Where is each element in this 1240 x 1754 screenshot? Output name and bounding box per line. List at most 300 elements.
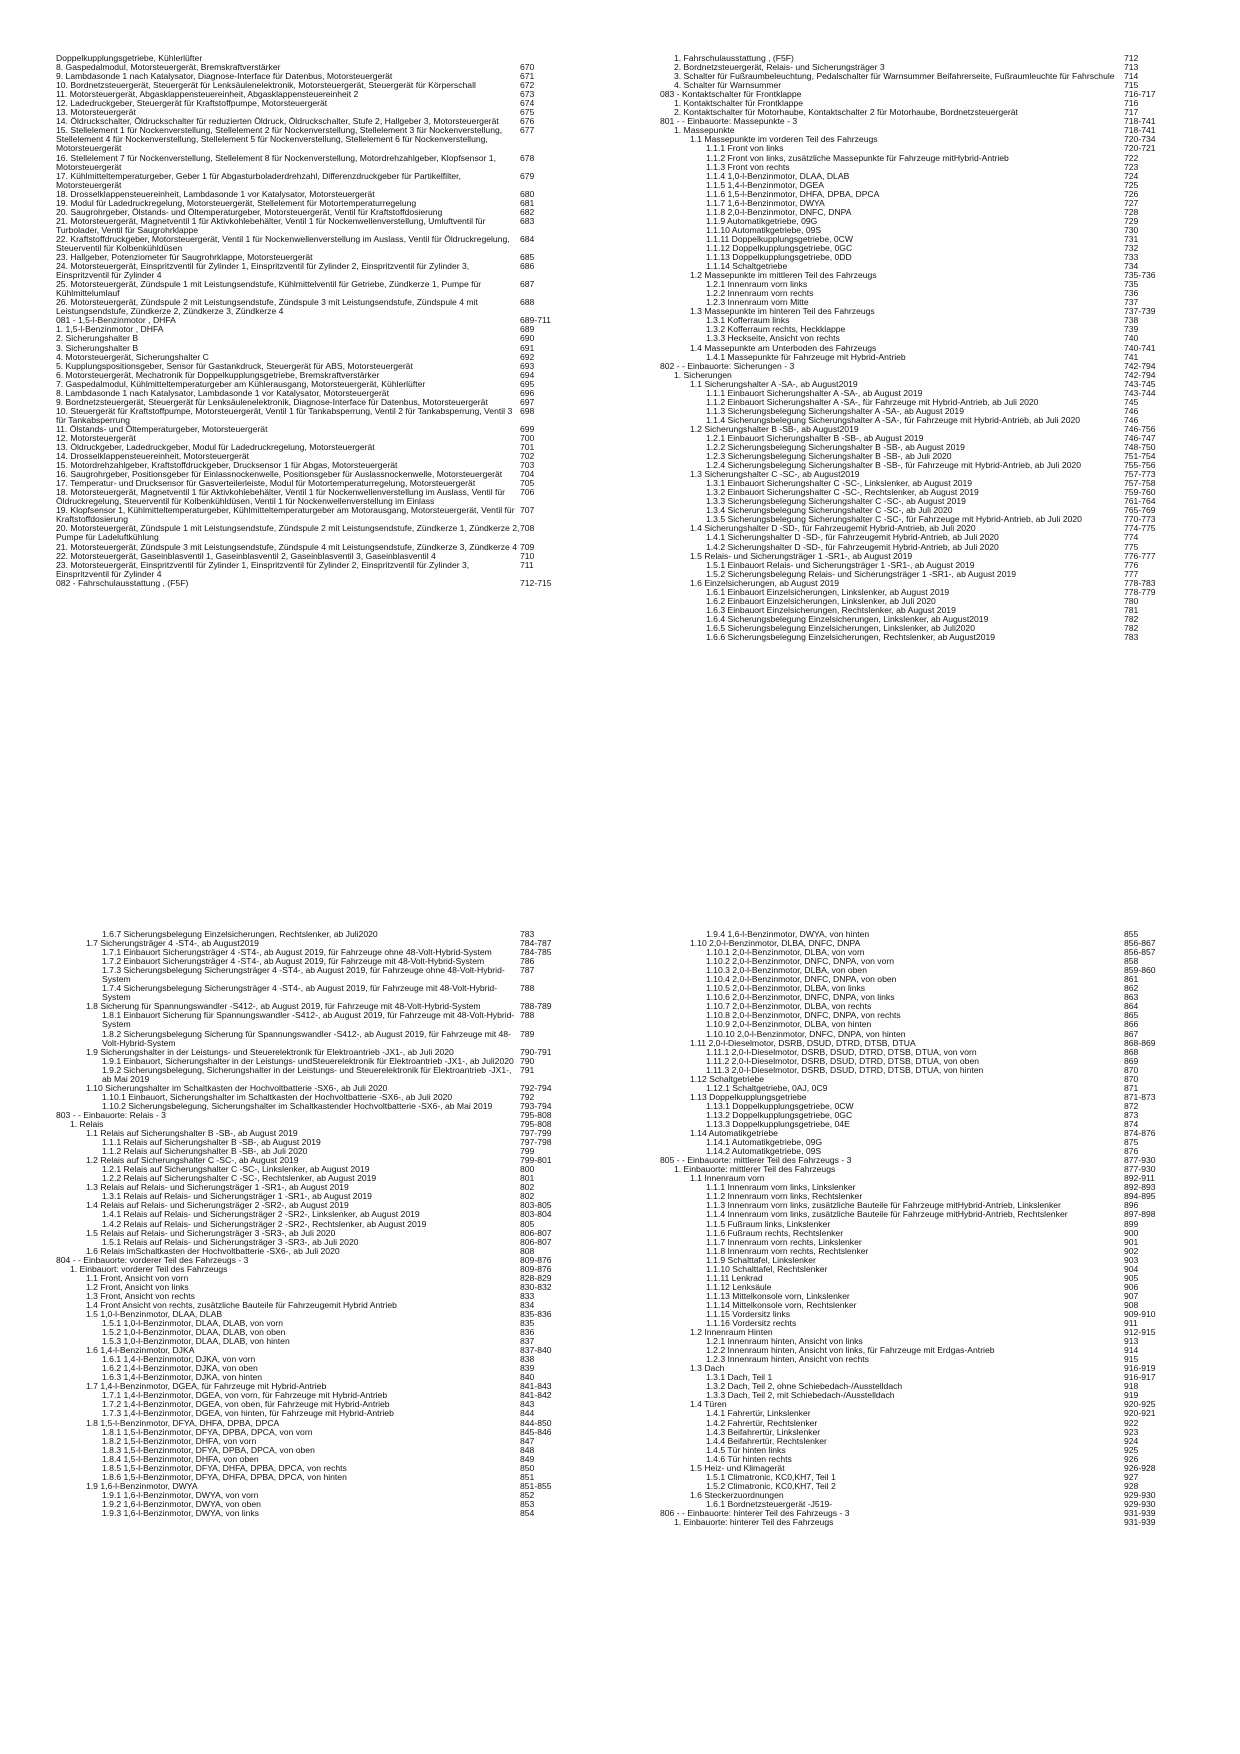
toc-entry-title: 2. Sicherungshalter B: [56, 333, 139, 344]
toc-entry-title: 1.1.10 Schalttafel, Rechtslenker: [706, 1263, 828, 1274]
toc-entry: [56, 1030, 576, 1048]
toc-entry-page: 707: [520, 505, 535, 516]
toc-entry-page: 743-744: [1124, 387, 1156, 398]
toc-entry-title: 1.11.2 2,0-l-Dieselmotor, DSRB, DSUD, DTRD, DTSB, DTUA, von oben: [706, 1055, 980, 1066]
toc-entry-page: 915: [1124, 1354, 1139, 1365]
toc-entry-page: 931-939: [1124, 1508, 1156, 1518]
toc-entry-title: 1.9.1 Einbauort, Sicherungshalter in der Leistungs- undSteuerelektronik für Elektroantrieb -JX1-, ab Juli2020: [102, 1055, 514, 1066]
toc-entry-page: 693: [520, 360, 535, 371]
toc-entry: [660, 1518, 1180, 1527]
toc-entry: [660, 117, 1180, 126]
toc-entry-title: 1.6.2 Einbauort Einzelsicherungen, Linkslenker, ab Juli 2020: [706, 595, 936, 606]
toc-entry-title: 1.3.4 Sicherungsbelegung Sicherungshalter C -SC-, ab Juli 2020: [706, 505, 953, 516]
toc-entry-page: 746-756: [1124, 423, 1156, 434]
toc-entry-page: 716: [1124, 98, 1139, 109]
toc-entry-title: 1.5 1,0-l-Benzinmotor, DLAA, DLAB: [86, 1308, 223, 1319]
toc-entry-page: 740-741: [1124, 342, 1156, 353]
toc-entry-page: 739: [1124, 324, 1139, 335]
toc-entry-page: 684: [520, 233, 535, 244]
toc-entry-title: 1.6.7 Sicherungsbelegung Einzelsicherungen, Rechtslenker, ab Juli2020: [102, 929, 378, 939]
toc-entry-title: 21. Motorsteuergerät, Magnetventil 1 für Aktivkohlebehälter, Ventil 1 für Nockenwellenverstellung, Umluftventil für Turbolader, Ventil für Saugrohrklappe: [56, 215, 486, 235]
toc-entry-page: 920-925: [1124, 1399, 1156, 1410]
toc-entry-title: 1.9.4 1,6-l-Benzinmotor, DWYA, von hinten: [706, 929, 870, 939]
toc-entry-title: 1.6.3 1,4-l-Benzinmotor, DJKA, von hinten: [102, 1372, 263, 1383]
toc-entry-page: 908: [1124, 1299, 1139, 1310]
toc-entry-page: 734: [1124, 261, 1139, 272]
toc-entry-title: 1.2.3 Innenraum hinten, Ansicht von rechts: [706, 1354, 869, 1365]
toc-entry-title: 1.5.1 Relais auf Relais- und Sicherungsträger 3 -SR3-, ab Juli 2020: [102, 1236, 359, 1247]
toc-entry-page: 830-832: [520, 1281, 552, 1292]
toc-entry-title: 1.1.1 Front von links: [706, 143, 784, 154]
toc-entry-page: 905: [1124, 1272, 1139, 1283]
toc-entry: [56, 407, 576, 425]
toc-entry-title: 1.8 1,5-l-Benzinmotor, DFYA, DHFA, DPBA, DPCA: [86, 1417, 280, 1428]
toc-entry-title: 1.10.3 2,0-l-Benzinmotor, DLBA, von oben: [706, 965, 867, 976]
toc-entry-title: 12. Ladedruckgeber, Steuergerät für Kraftstoffpumpe, Motorsteuergerät: [56, 98, 328, 109]
toc-entry-page: 802: [520, 1191, 535, 1202]
toc-entry-title: 1.4.4 Beifahrertür, Rechtslenker: [706, 1435, 827, 1446]
toc-entry-page: 720-734: [1124, 134, 1156, 145]
toc-entry-title: 1.10.6 2,0-l-Benzinmotor, DNFC, DNPA, von links: [706, 992, 895, 1003]
toc-entry-title: 1.12.1 Schaltgetriebe, 0AJ, 0C9: [706, 1082, 828, 1093]
toc-entry-page: 711: [520, 559, 534, 570]
toc-entry-title: 081 - 1,5-l-Benzinmotor , DHFA: [56, 315, 176, 326]
toc-entry-page: 725: [1124, 179, 1139, 190]
toc-entry-title: 16. Saugrohrgeber, Positionsgeber für Einlassnockenwelle, Positionsgeber für Auslassnockenwelle, Motorsteuergerät: [56, 469, 503, 480]
toc-entry-title: 1. Relais: [70, 1118, 104, 1129]
toc-entry-title: 1. Sicherungen: [674, 369, 732, 380]
toc-entry-page: 859-860: [1124, 965, 1156, 976]
toc-entry-title: 805 - - Einbauorte: mittlerer Teil des Fahrzeugs - 3: [660, 1155, 852, 1166]
toc-entry-title: 1.6 1,4-l-Benzinmotor, DJKA: [86, 1345, 195, 1356]
toc-entry-page: 770-773: [1124, 514, 1156, 525]
toc-entry-title: 1.4.3 Beifahrertür, Linkslenker: [706, 1426, 821, 1437]
toc-entry-title: 1. Massepunkte: [674, 125, 735, 136]
toc-entry-title: 7. Gaspedalmodul, Kühlmitteltemperaturgeber am Kühlerausgang, Motorsteuergerät, Kühlerlüfter: [56, 378, 426, 389]
toc-entry-page: 698: [520, 405, 535, 416]
toc-entry-page: 671: [520, 71, 535, 82]
toc-entry-title: 1.14.1 Automatikgetriebe, 09G: [706, 1137, 823, 1148]
toc-entry-title: 1.1.3 Front von rechts: [706, 161, 790, 172]
toc-entry-page: 806-807: [520, 1236, 552, 1247]
toc-entry-page: 743-745: [1124, 378, 1156, 389]
toc-entry: [660, 362, 1180, 371]
toc-entry-page: 799-801: [520, 1155, 552, 1166]
toc-entry-title: 1.1.10 Automatikgetriebe, 09S: [706, 224, 822, 235]
toc-entry-title: 1.11.1 2,0-l-Dieselmotor, DSRB, DSUD, DTRD, DTSB, DTUA, von vorn: [706, 1046, 977, 1057]
toc-entry-title: 1.10.1 Einbauort, Sicherungshalter im Schaltkasten der Hochvoltbatterie -SX6-, ab Juli 2020: [102, 1091, 453, 1102]
toc-entry-title: 1.2 Massepunkte im mittleren Teil des Fahrzeugs: [690, 270, 877, 281]
toc-entry-page: 858: [1124, 956, 1139, 967]
toc-entry-page: 783: [520, 929, 535, 939]
toc-entry-page: 780: [1124, 595, 1139, 606]
toc-entry-title: 17. Temperatur- und Drucksensor für Gasverteilerleiste, Modul für Motortemperaturregelung, Motorsteuergerät: [56, 478, 476, 489]
toc-entry-page: 732: [1124, 242, 1139, 253]
toc-entry-page: 733: [1124, 252, 1139, 263]
toc-entry-page: 845-846: [520, 1426, 552, 1437]
toc-entry: [56, 966, 576, 984]
toc-entry-title: 1.3.2 Kofferraum rechts, Heckklappe: [706, 324, 846, 335]
toc-entry-page: 792-794: [520, 1082, 552, 1093]
toc-entry-page: 776: [1124, 559, 1139, 570]
toc-entry-page: 900: [1124, 1227, 1139, 1238]
toc-entry-title: 1.1.1 Innenraum vorn links, Linkslenker: [706, 1182, 856, 1193]
toc-entry-page: 843: [520, 1399, 535, 1410]
toc-entry-title: 26. Motorsteuergerät, Zündspule 2 mit Leistungsendstufe, Zündspule 3 mit Leistungsendstufe, Zündspule 4 mit Leistungsendstufe, Zündkerze 2, Zündkerze 3, Zündkerze 4: [56, 297, 478, 317]
toc-entry-title: 1.3.3 Dach, Teil 2, mit Schiebedach-/Ausstelldach: [706, 1390, 895, 1401]
toc-entry: [660, 1391, 1180, 1400]
toc-entry-title: 1.1.3 Innenraum vorn links, zusätzliche Bauteile für Fahrzeuge mitHybrid-Antrieb, Linkslenker: [706, 1200, 1061, 1211]
toc-entry-page: 741: [1124, 351, 1139, 362]
toc-entry-title: 1. Einbauorte: hinterer Teil des Fahrzeugs: [674, 1517, 834, 1528]
toc-entry-page: 689-711: [520, 315, 551, 326]
toc-entry-title: 1.5 Relais- und Sicherungsträger 1 -SR1-, ab August 2019: [690, 550, 913, 561]
toc-entry-page: 791: [520, 1064, 535, 1075]
toc-quadrant-bottom-right: [660, 930, 1180, 1527]
toc-entry-title: 1.10.2 2,0-l-Benzinmotor, DNFC, DNPA, von vorn: [706, 956, 895, 967]
toc-entry-page: 682: [520, 206, 535, 217]
toc-entry-page: 927: [1124, 1471, 1139, 1482]
toc-entry: [56, 217, 576, 235]
toc-entry-page: 805: [520, 1218, 535, 1229]
toc-entry-page: 828-829: [520, 1272, 552, 1283]
toc-entry-page: 720-721: [1124, 143, 1156, 154]
toc-entry-page: 856-867: [1124, 938, 1156, 949]
toc-entry-title: 1.8.2 1,5-l-Benzinmotor, DHFA, von vorn: [102, 1435, 257, 1446]
toc-entry-page: 783: [1124, 632, 1139, 642]
toc-entry-title: 14. Drosselklappensteuereinheit, Motorsteuergerät: [56, 451, 249, 462]
toc-entry-title: 1.4.1 Fahrertür, Linkslenker: [706, 1408, 811, 1419]
toc-entry-title: 1.2 Sicherungshalter B -SB-, ab August2019: [690, 423, 859, 434]
toc-entry-page: 914: [1124, 1345, 1139, 1356]
toc-entry-title: 1.3 Sicherungshalter C -SC-, ab August2019: [690, 469, 860, 480]
toc-entry-title: 1.1.4 Innenraum vorn links, zusätzliche Bauteile für Fahrzeuge mitHybrid-Antrieb, Rechtslenker: [706, 1209, 1068, 1220]
toc-entry-title: 15. Motordrehzahlgeber, Kraftstoffdruckgeber, Drucksensor 1 für Abgas, Motorsteuergerät: [56, 460, 398, 471]
toc-entry-page: 687: [520, 279, 535, 290]
toc-entry-title: 1.9.2 1,6-l-Benzinmotor, DWYA, von oben: [102, 1498, 261, 1509]
toc-entry-page: 844: [520, 1408, 535, 1419]
toc-entry-page: 850: [520, 1462, 535, 1473]
toc-entry-title: 1.8.1 1,5-l-Benzinmotor, DFYA, DPBA, DPCA, von vorn: [102, 1426, 313, 1437]
toc-entry-title: 1.1.6 1,5-l-Benzinmotor, DHFA, DPBA, DPCA: [706, 188, 880, 199]
toc-entry-page: 746: [1124, 405, 1139, 416]
toc-entry-title: 083 - Kontaktschalter für Frontklappe: [660, 89, 802, 100]
toc-entry-page: 695: [520, 378, 535, 389]
toc-entry-page: 716-717: [1124, 89, 1156, 100]
toc-entry-page: 724: [1124, 170, 1139, 181]
toc-entry-title: 1. Einbauorte: mittlerer Teil des Fahrzeugs: [674, 1164, 836, 1175]
toc-entry-page: 692: [520, 351, 535, 362]
toc-entry-title: 1.4.1 Relais auf Relais- und Sicherungsträger 2 -SR2-, Linkslenker, ab August 2019: [102, 1209, 420, 1220]
toc-entry-page: 708: [520, 523, 535, 534]
toc-entry: [56, 280, 576, 298]
toc-entry-title: 1. Kontaktschalter für Frontklappe: [674, 98, 803, 109]
toc-entry-page: 782: [1124, 622, 1139, 633]
toc-entry-title: 082 - Fahrschulausstattung , (F5F): [56, 577, 189, 588]
toc-entry-page: 909-910: [1124, 1308, 1156, 1319]
toc-entry-page: 869: [1124, 1055, 1139, 1066]
toc-entry-title: 1.2.1 Einbauort Sicherungshalter B -SB-, ab August 2019: [706, 432, 924, 443]
toc-entry-title: 1.6.1 Bordnetzsteuergerät -J519-: [706, 1498, 833, 1509]
toc-entry: [56, 488, 576, 506]
toc-entry-title: 1.1.5 Fußraum links, Linkslenker: [706, 1218, 831, 1229]
toc-entry-title: 1.2 Relais auf Sicherungshalter C -SC-, ab August 2019: [86, 1155, 299, 1166]
toc-entry-title: 22. Motorsteuergerät, Gaseinblasventil 1, Gaseinblasventil 2, Gaseinblasventil 3, Gaseinblasventil 4: [56, 550, 436, 561]
toc-entry-title: 1.1.4 Sicherungsbelegung Sicherungshalter A -SA-, für Fahrzeuge mit Hybrid-Antrieb, ab Juli 2020: [706, 414, 1081, 425]
toc-entry-page: 729: [1124, 215, 1139, 226]
toc-entry-title: 802 - - Einbauorte: Sicherungen - 3: [660, 360, 795, 371]
toc-entry: [56, 126, 576, 153]
toc-entry-title: 23. Hallgeber, Potenziometer für Saugrohrklappe, Motorsteuergerät: [56, 252, 313, 263]
toc-entry-page: 896: [1124, 1200, 1139, 1211]
toc-quadrant-top-right: [660, 54, 1180, 642]
toc-entry-title: 1.8.3 1,5-l-Benzinmotor, DFYA, DPBA, DPCA, von oben: [102, 1444, 315, 1455]
toc-entry-page: 735-736: [1124, 270, 1156, 281]
toc-entry-title: 1.3.1 Kofferraum links: [706, 315, 790, 326]
toc-entry-page: 781: [1124, 604, 1139, 615]
toc-entry-page: 694: [520, 369, 535, 380]
toc-entry-page: 907: [1124, 1290, 1139, 1301]
toc-entry-page: 765-769: [1124, 505, 1156, 516]
toc-entry-page: 736: [1124, 288, 1139, 299]
toc-entry-title: 10. Bordnetzsteuergerät, Steuergerät für Lenksäulenelektronik, Motorsteuergerät, Steuergerät für Körperschall: [56, 80, 476, 91]
toc-entry-page: 866: [1124, 1019, 1139, 1030]
toc-entry-title: 1.1.13 Mittelkonsole vorn, Linkslenker: [706, 1290, 850, 1301]
toc-entry-page: 913: [1124, 1336, 1139, 1347]
toc-entry-page: 778-783: [1124, 577, 1156, 588]
toc-entry-page: 675: [520, 107, 535, 118]
toc-entry-title: 18. Motorsteuergerät, Magnetventil 1 für Aktivkohlebehälter, Ventil 1 für Nockenwellenverstellung im Auslass, Ventil für Öldruckregelung, Steuerventil für Kolbenkühldüsen, Ventil 1 für Nockenwellenverstellung im Einlass: [56, 487, 506, 507]
toc-entry-title: 1.5.2 Sicherungsbelegung Relais- und Sicherungsträger 1 -SR1-, ab August 2019: [706, 568, 1017, 579]
toc-entry-page: 861: [1124, 974, 1139, 985]
toc-entry-page: 746: [1124, 414, 1139, 425]
toc-entry-title: 1.6.1 Einbauort Einzelsicherungen, Linkslenker, ab August 2019: [706, 586, 950, 597]
toc-entry-title: 11. Ölstands- und Öltemperaturgeber, Motorsteuergerät: [56, 423, 268, 434]
toc-entry-title: 1.2.3 Innenraum vorn Mitte: [706, 297, 809, 308]
toc-entry-title: 22. Kraftstoffdruckgeber, Motorsteuergerät, Ventil 1 für Nockenwellenverstellung im Auslass, Ventil für Öldruckregelung, Steuerventil für Kolbenkühldüsen: [56, 233, 510, 253]
toc-entry: [56, 298, 576, 316]
toc-entry-title: 24. Motorsteuergerät, Einspritzventil für Zylinder 1, Einspritzventil für Zylinder 2, Einspritzventil für Zylinder 3, Einspritzventil für Zylinder 4: [56, 261, 470, 281]
toc-entry-page: 854: [520, 1508, 535, 1518]
toc-entry-title: 2. Bordnetzsteuergerät, Relais- und Sicherungsträger 3: [674, 62, 885, 73]
toc-entry-title: 15. Stellelement 1 für Nockenverstellung, Stellelement 2 für Nockenverstellung, Stellelement 3 für Nockenverstellung, Stellelement 4 für Nockenverstellung, Stellelement 5 für Nockenverstellung, Stellelement 6 für Nockenverstellung, Motorsteuergerät: [56, 125, 503, 154]
toc-entry-title: 1.3.1 Dach, Teil 1: [706, 1372, 773, 1383]
toc-entry-page: 670: [520, 62, 535, 73]
toc-entry-title: 17. Kühlmitteltemperaturgeber, Geber 1 für Abgasturboladerdrehzahl, Differenzdruckgeber für Partikelfilter, Motorsteuergerät: [56, 170, 461, 190]
toc-entry-title: 9. Lambdasonde 1 nach Katalysator, Diagnose-Interface für Datenbus, Motorsteuergerät: [56, 71, 393, 82]
toc-entry-title: 1.4.1 Massepunkte für Fahrzeuge mit Hybrid-Antrieb: [706, 351, 906, 362]
toc-entry-title: 1.8.2 Sicherungsbelegung Sicherung für Spannungswandler -S412-, ab August 2019, für Fahrzeuge mit 48-Volt-Hybrid-System: [102, 1028, 511, 1048]
toc-entry-page: 722: [1124, 152, 1139, 163]
toc-entry-page: 919: [1124, 1390, 1139, 1401]
toc-entry-page: 929-930: [1124, 1489, 1156, 1500]
toc-entry-title: 1.1.16 Vordersitz rechts: [706, 1318, 797, 1329]
toc-entry-page: 837-840: [520, 1345, 552, 1356]
toc-entry-title: 1.6.1 1,4-l-Benzinmotor, DJKA, von vorn: [102, 1354, 256, 1365]
toc-entry-page: 836: [520, 1327, 535, 1338]
toc-entry: [56, 235, 576, 253]
toc-entry-page: 709: [520, 541, 535, 552]
toc-entry-page: 738: [1124, 315, 1139, 326]
toc-entry-page: 742-794: [1124, 360, 1156, 371]
toc-entry-page: 870: [1124, 1064, 1139, 1075]
toc-entry-title: 1.13.2 Doppelkupplungsgetriebe, 0GC: [706, 1109, 853, 1120]
toc-entry-page: 714: [1124, 71, 1139, 82]
toc-entry-title: 1.7 Sicherungsträger 4 -ST4-, ab August2019: [86, 938, 259, 949]
toc-entry-page: 745: [1124, 396, 1139, 407]
toc-entry-title: 12. Motorsteuergerät: [56, 432, 136, 443]
toc-entry-page: 833: [520, 1290, 535, 1301]
toc-entry-title: 1.5.1 Climatronic, KC0,KH7, Teil 1: [706, 1471, 836, 1482]
toc-entry-title: 1.3 Dach: [690, 1363, 725, 1374]
toc-entry-page: 755-756: [1124, 460, 1156, 471]
toc-entry-title: 1.2.1 Relais auf Sicherungshalter C -SC-, Linkslenker, ab August 2019: [102, 1164, 370, 1175]
toc-entry-title: 1.2.3 Sicherungsbelegung Sicherungshalter B -SB-, ab Juli 2020: [706, 451, 952, 462]
toc-entry-title: 4. Schalter für Warnsummer: [674, 80, 782, 91]
toc-entry-page: 740: [1124, 333, 1139, 344]
toc-entry-title: 1.3 Relais auf Relais- und Sicherungsträger 1 -SR1-, ab August 2019: [86, 1182, 349, 1193]
toc-entry-page: 674: [520, 98, 535, 109]
toc-entry-title: 1.2.2 Relais auf Sicherungshalter C -SC-, Rechtslenker, ab August 2019: [102, 1173, 377, 1184]
toc-entry-page: 793-794: [520, 1100, 552, 1111]
toc-entry-title: 1.10.9 2,0-l-Benzinmotor, DLBA, von hinten: [706, 1019, 872, 1030]
toc-entry-page: 790-791: [520, 1046, 552, 1057]
toc-entry-page: 728: [1124, 206, 1139, 217]
toc-entry-page: 737-739: [1124, 306, 1156, 317]
toc-entry: [56, 579, 576, 588]
toc-entry-title: 1.9.1 1,6-l-Benzinmotor, DWYA, von vorn: [102, 1489, 259, 1500]
toc-entry: [56, 1509, 576, 1518]
toc-entry-page: 849: [520, 1453, 535, 1464]
toc-entry-page: 801: [520, 1173, 535, 1184]
toc-quadrant-top-left: [56, 54, 576, 588]
toc-entry-title: 1.5.2 1,0-l-Benzinmotor, DLAA, DLAB, von oben: [102, 1327, 286, 1338]
toc-entry-page: 706: [520, 487, 535, 498]
toc-entry-page: 903: [1124, 1254, 1139, 1265]
toc-quadrant-bottom-left: [56, 930, 576, 1518]
toc-entry-title: 1.4 Türen: [690, 1399, 727, 1410]
toc-entry-title: 1.1.2 Relais auf Sicherungshalter B -SB-, ab Juli 2020: [102, 1146, 308, 1157]
toc-entry-page: 737: [1124, 297, 1139, 308]
toc-entry-title: 1.1.7 Innenraum vorn rechts, Linkslenker: [706, 1236, 862, 1247]
toc-entry-title: 1.1 Relais auf Sicherungshalter B -SB-, ab August 2019: [86, 1128, 298, 1139]
toc-entry-title: 1.10.7 2,0-l-Benzinmotor, DLBA, von rechts: [706, 1001, 872, 1012]
toc-entry-page: 806-807: [520, 1227, 552, 1238]
toc-entry-page: 681: [520, 197, 535, 208]
toc-entry-page: 852: [520, 1489, 535, 1500]
toc-entry: [56, 524, 576, 542]
toc-entry-title: 1.3.2 Einbauort Sicherungshalter C -SC-, Rechtslenker, ab August 2019: [706, 487, 979, 498]
toc-entry: [56, 172, 576, 190]
toc-entry-title: 1.6.2 1,4-l-Benzinmotor, DJKA, von oben: [102, 1363, 258, 1374]
toc-entry-page: 834: [520, 1299, 535, 1310]
toc-entry: [56, 561, 576, 579]
toc-entry-page: 931-939: [1124, 1517, 1156, 1528]
toc-entry-title: 1.10.2 Sicherungsbelegung, Sicherungshalter im Schaltkastender Hochvoltbatterie -SX6-, ab Mai 2019: [102, 1100, 493, 1111]
toc-entry-page: 844-850: [520, 1417, 552, 1428]
toc-entry-title: 1.5.1 1,0-l-Benzinmotor, DLAA, DLAB, von vorn: [102, 1318, 284, 1329]
toc-entry-title: 1.3.3 Heckseite, Ansicht von rechts: [706, 333, 840, 344]
toc-entry-page: 704: [520, 469, 535, 480]
toc-entry-title: 1.11 2,0-l-Dieselmotor, DSRB, DSUD, DTRD, DTSB, DTUA: [690, 1037, 916, 1048]
toc-entry-page: 876: [1124, 1146, 1139, 1157]
toc-entry-page: 800: [520, 1164, 535, 1175]
toc-entry-title: 1.10 2,0-l-Benzinmotor, DLBA, DNFC, DNPA: [690, 938, 861, 949]
toc-entry-title: 3. Sicherungshalter B: [56, 342, 139, 353]
toc-entry-title: 1.3.1 Einbauort Sicherungshalter C -SC-, Linkslenker, ab August 2019: [706, 478, 973, 489]
toc-entry-page: 700: [520, 432, 535, 443]
toc-entry-title: 1.5 Relais auf Relais- und Sicherungsträger 3 -SR3-, ab Juli 2020: [86, 1227, 336, 1238]
toc-entry-page: 916-917: [1124, 1372, 1156, 1383]
toc-entry-title: 1.13.3 Doppelkupplungsgetriebe, 04E: [706, 1118, 850, 1129]
toc-entry-page: 697: [520, 396, 535, 407]
toc-entry-page: 688: [520, 297, 535, 308]
toc-entry-page: 727: [1124, 197, 1139, 208]
toc-entry-page: 690: [520, 333, 535, 344]
toc-entry-page: 874: [1124, 1118, 1139, 1129]
toc-entry-page: 868-869: [1124, 1037, 1156, 1048]
toc-entry-title: 1.1.14 Schaltgetriebe: [706, 261, 788, 272]
toc-entry: [56, 262, 576, 280]
toc-entry-title: 1.2.1 Innenraum hinten, Ansicht von links: [706, 1336, 863, 1347]
toc-entry-page: 923: [1124, 1426, 1139, 1437]
toc-entry-title: 9. Bordnetzsteuergerät, Steuergerät für Lenksäulenelektronik, Diagnose-Interface für Datenbus, Motorsteuergerät: [56, 396, 488, 407]
toc-entry-page: 778-779: [1124, 586, 1156, 597]
toc-entry-title: 20. Motorsteuergerät, Zündspule 1 mit Leistungsendstufe, Zündspule 2 mit Leistungsendstufe, Zündkerze 1, Zündkerze 2, Pumpe für Ladeluftkühlung: [56, 523, 520, 543]
toc-entry-title: 1.10 Sicherungshalter im Schaltkasten der Hochvoltbatterie -SX6-, ab Juli 2020: [86, 1082, 388, 1093]
toc-entry-page: 715: [1124, 80, 1139, 91]
toc-entry-page: 691: [520, 342, 535, 353]
toc-entry-title: 14. Öldruckschalter, Öldruckschalter für reduzierten Öldruck, Öldruckschalter, Stufe 2, Hallgeber 3, Motorsteuergerät: [56, 116, 499, 127]
toc-entry-title: 1.1.13 Doppelkupplungsgetriebe, 0DD: [706, 252, 852, 263]
toc-entry-title: 1.1.2 Einbauort Sicherungshalter A -SA-, für Fahrzeuge mit Hybrid-Antrieb, ab Juli 2020: [706, 396, 1039, 407]
toc-entry-title: 1.1.15 Vordersitz links: [706, 1308, 791, 1319]
toc-entry-title: 5. Kupplungspositionsgeber, Sensor für Gastankdruck, Steuergerät für ABS, Motorsteuergerät: [56, 360, 413, 371]
toc-entry-title: 1.9 1,6-l-Benzinmotor, DWYA: [86, 1480, 198, 1491]
toc-entry-title: 1. 1,5-l-Benzinmotor , DHFA: [56, 324, 164, 335]
toc-entry-page: 795-808: [520, 1118, 552, 1129]
toc-entry-title: 1.3.1 Relais auf Relais- und Sicherungsträger 1 -SR1-, ab August 2019: [102, 1191, 372, 1202]
toc-entry-title: 13. Motorsteuergerät: [56, 107, 136, 118]
toc-entry-title: 1.5 Heiz- und Klimagerät: [690, 1462, 785, 1473]
toc-entry-title: 1.7.2 1,4-l-Benzinmotor, DGEA, von oben, für Fahrzeuge mit Hybrid-Antrieb: [102, 1399, 390, 1410]
toc-entry-title: 1.8.6 1,5-l-Benzinmotor, DFYA, DHFA, DPBA, DPCA, von hinten: [102, 1471, 347, 1482]
toc-entry-page: 787: [520, 965, 535, 976]
toc-entry-title: 1.1.1 Einbauort Sicherungshalter A -SA-, ab August 2019: [706, 387, 923, 398]
toc-entry-title: 1.1.9 Automatikgetriebe, 09G: [706, 215, 818, 226]
toc-entry-page: 840: [520, 1372, 535, 1383]
toc-entry-title: 16. Stellelement 7 für Nockenverstellung, Stellelement 8 für Nockenverstellung, Motordrehzahlgeber, Klopfsensor 1, Motorsteuergerät: [56, 152, 496, 172]
toc-entry-title: 1.1.8 2,0-l-Benzinmotor, DNFC, DNPA: [706, 206, 852, 217]
toc-entry-title: 11. Motorsteuergerät, Abgasklappensteuereinheit, Abgasklappensteuereinheit 2: [56, 89, 359, 100]
toc-entry-page: 718-741: [1124, 125, 1156, 136]
toc-entry-title: 1.5.2 Climatronic, KC0,KH7, Teil 2: [706, 1480, 836, 1491]
toc-entry-title: 1.4 Massepunkte am Unterboden des Fahrzeugs: [690, 342, 877, 353]
toc-entry: [56, 1111, 576, 1120]
toc-entry-title: 8. Gaspedalmodul, Motorsteuergerät, Bremskraftverstärker: [56, 62, 281, 73]
toc-entry-title: 1.2.2 Innenraum hinten, Ansicht von links, für Fahrzeuge mit Erdgas-Antrieb: [706, 1345, 995, 1356]
toc-entry-title: 25. Motorsteuergerät, Zündspule 1 mit Leistungsendstufe, Kühlmittelventil für Getriebe, Zündkerze 1, Pumpe für Kühlmittelumlauf: [56, 279, 482, 299]
toc-entry-page: 904: [1124, 1263, 1139, 1274]
toc-entry-title: 1.1 Sicherungshalter A -SA-, ab August2019: [690, 378, 858, 389]
toc-entry-title: 806 - - Einbauorte: hinterer Teil des Fahrzeugs - 3: [660, 1508, 850, 1518]
toc-entry-page: 726: [1124, 188, 1139, 199]
toc-entry-page: 696: [520, 387, 535, 398]
toc-entry-title: 1.11.3 2,0-l-Dieselmotor, DSRB, DSUD, DTRD, DTSB, DTUA, von hinten: [706, 1064, 984, 1075]
toc-entry-page: 672: [520, 80, 535, 91]
toc-entry-title: 1.7.4 Sicherungsbelegung Sicherungsträger 4 -ST4-, ab August 2019, für Fahrzeuge mit 48-Volt-Hybrid-System: [102, 983, 498, 1003]
toc-entry-page: 797-799: [520, 1128, 552, 1139]
